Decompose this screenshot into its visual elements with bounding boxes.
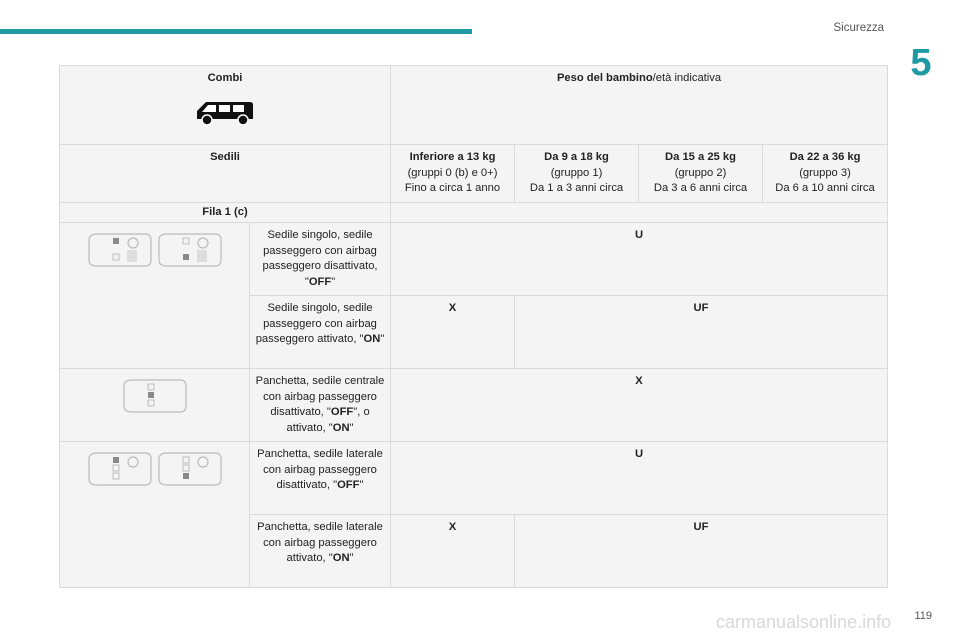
group-name: (gruppi 0 (b) e 0+) xyxy=(407,166,498,179)
group-age: Da 1 a 3 anni circa xyxy=(529,182,624,194)
seat-text: Panchetta, sedile laterale con airbag passeggero attivato, " xyxy=(257,521,383,564)
suitability-cell xyxy=(515,515,888,588)
weight-title-bold: Peso del bambino xyxy=(556,72,653,84)
table-row xyxy=(60,442,888,515)
group-weight: Da 9 a 18 kg xyxy=(544,151,609,163)
seat-end: " xyxy=(331,275,336,288)
seat-description xyxy=(250,442,391,515)
seat-bold: ON xyxy=(332,552,350,564)
suitability-value: U xyxy=(634,229,644,241)
table-row xyxy=(60,202,888,223)
chapter-number: 5 xyxy=(910,42,932,84)
seat-layout-single-icon xyxy=(85,230,225,270)
seats-label: Sedili xyxy=(210,151,240,163)
section-title: Sicurezza xyxy=(833,22,884,34)
empty-cell xyxy=(391,202,888,223)
seat-diagram-cell xyxy=(60,442,250,588)
group-name: (gruppo 3) xyxy=(799,166,851,179)
group-age: Da 3 a 6 anni circa xyxy=(653,182,748,194)
suitability-cell xyxy=(391,515,515,588)
suitability-value: U xyxy=(634,448,644,460)
row-label-cell xyxy=(60,202,391,223)
suitability-value: UF xyxy=(693,521,709,533)
group-name: (gruppo 1) xyxy=(550,166,603,179)
table-row xyxy=(60,223,888,296)
suitability-value: X xyxy=(448,302,457,314)
group-cell xyxy=(763,145,888,203)
group-age: Fino a circa 1 anno xyxy=(404,182,501,194)
weight-title-rest: /età indicativa xyxy=(652,72,722,84)
combi-header-cell xyxy=(60,66,391,145)
suitability-value: UF xyxy=(693,302,709,314)
suitability-cell xyxy=(515,296,888,369)
suitability-cell xyxy=(391,296,515,369)
seat-text: Panchetta, sedile centrale con airbag passeggero disattivato, " xyxy=(255,375,385,418)
watermark: carmanualsonline.info xyxy=(716,612,892,632)
table-row xyxy=(60,369,888,442)
table-row xyxy=(60,66,888,145)
seat-end: " xyxy=(349,552,354,564)
suitability-value: X xyxy=(448,521,457,533)
seat-description xyxy=(250,223,391,296)
row-label: Fila 1 (c) xyxy=(202,205,248,218)
seat-description xyxy=(250,369,391,442)
seat-end: " xyxy=(349,421,354,434)
group-weight: Inferiore a 13 kg xyxy=(409,151,496,163)
seat-bold: OFF xyxy=(308,275,332,288)
group-cell xyxy=(639,145,763,203)
group-cell xyxy=(515,145,639,203)
table-row xyxy=(60,145,888,203)
child-seat-table xyxy=(59,65,888,588)
group-age: Da 6 a 10 anni circa xyxy=(775,182,875,194)
group-name: (gruppo 2) xyxy=(674,166,727,179)
header-accent-bar xyxy=(0,29,472,34)
seat-end: " xyxy=(380,333,385,345)
seat-text: Sedile singolo, sedile passeggero con airbag passeggero disattivato, " xyxy=(262,229,378,288)
suitability-cell xyxy=(391,369,888,442)
van-icon xyxy=(194,97,256,127)
seat-layout-bench-side-icon xyxy=(85,449,225,489)
combi-label: Combi xyxy=(207,72,243,84)
weight-header-cell xyxy=(391,66,888,145)
seat-text: Sedile singolo, sedile passeggero con airbag passeggero attivato, " xyxy=(255,302,377,345)
seat-diagram-cell xyxy=(60,223,250,369)
seat-bold: ON xyxy=(332,421,350,434)
group-weight: Da 15 a 25 kg xyxy=(665,151,736,163)
seat-bold: OFF xyxy=(330,406,354,418)
seat-text: Panchetta, sedile laterale con airbag passeggero disattivato, " xyxy=(257,448,383,491)
page-number: 119 xyxy=(914,610,932,622)
seat-bold: ON xyxy=(363,333,381,345)
seat-mid: ", o attivato, " xyxy=(286,406,370,434)
seat-description xyxy=(250,515,391,588)
seats-header-cell xyxy=(60,145,391,203)
suitability-cell xyxy=(391,442,888,515)
seat-description xyxy=(250,296,391,369)
group-weight: Da 22 a 36 kg xyxy=(789,151,861,163)
seat-end: " xyxy=(359,479,364,491)
seat-bold: OFF xyxy=(337,479,360,491)
seat-diagram-cell xyxy=(60,369,250,442)
group-cell xyxy=(391,145,515,203)
suitability-value: X xyxy=(635,375,643,387)
seat-layout-bench-center-icon xyxy=(120,376,190,416)
suitability-cell xyxy=(391,223,888,296)
